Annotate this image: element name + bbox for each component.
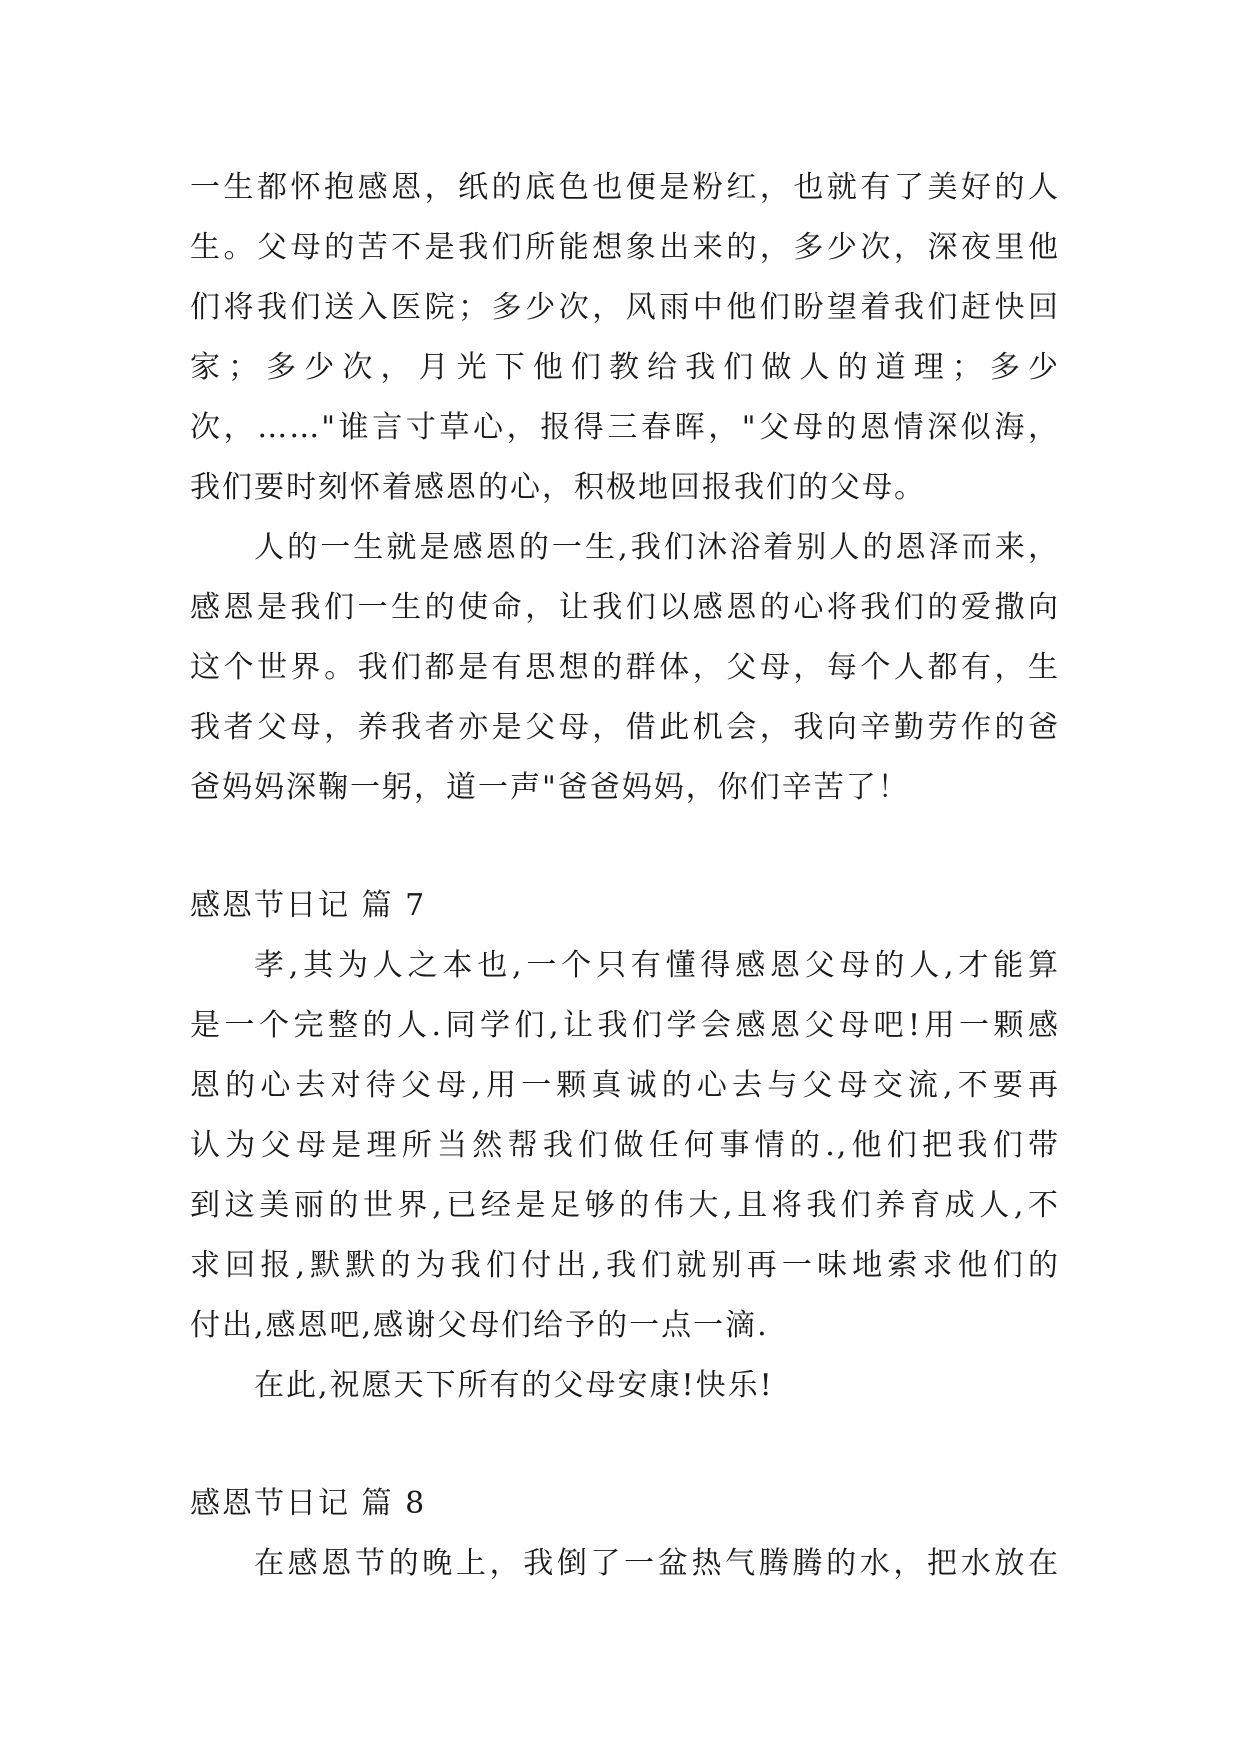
text-line: 们将我们送入医院；多少次，风雨中他们盼望着我们赶快回 [190, 290, 1060, 325]
text-line: 恩的心去对待父母,用一颗真诚的心去与父母交流,不要再 [190, 1068, 1060, 1103]
text-line: 我们要时刻怀着感恩的心，积极地回报我们的父母。 [190, 470, 926, 505]
text-line: 是一个完整的人.同学们,让我们学会感恩父母吧!用一颗感 [190, 1008, 1060, 1043]
text-line: 生。父母的苦不是我们所能想象出来的，多少次，深夜里他 [190, 230, 1060, 265]
section-title: 感恩节日记 篇 7 [190, 888, 427, 923]
section-8 [190, 1474, 1060, 1594]
text-line: 付出,感恩吧,感谢父母们给予的一点一滴. [190, 1308, 769, 1343]
text-line: 人的一生就是感恩的一生,我们沐浴着别人的恩泽而来， [254, 530, 1060, 565]
paragraph [190, 1356, 1060, 1416]
paragraph [190, 936, 1060, 1356]
text-line: 求回报,默默的为我们付出,我们就别再一味地索求他们的 [190, 1248, 1060, 1283]
text-line: 到这美丽的世界,已经是足够的伟大,且将我们养育成人,不 [190, 1188, 1060, 1223]
document-page [190, 158, 1060, 1594]
text-line: 爸妈妈深鞠一躬，道一声"爸爸妈妈，你们辛苦了！ [190, 770, 910, 805]
text-line: 感恩是我们一生的使命，让我们以感恩的心将我们的爱撒向 [190, 590, 1060, 625]
paragraph [190, 158, 1060, 518]
text-line: 家；多少次，月光下他们教给我们做人的道理；多少 [190, 350, 1060, 385]
text-line: 这个世界。我们都是有思想的群体，父母，每个人都有，生 [190, 650, 1060, 685]
paragraph [190, 518, 1060, 818]
section-title: 感恩节日记 篇 8 [190, 1486, 427, 1521]
section-7 [190, 876, 1060, 1416]
section-continued [190, 158, 1060, 818]
paragraph [190, 1534, 1060, 1594]
text-line: 认为父母是理所当然帮我们做任何事情的.,他们把我们带 [190, 1128, 1060, 1163]
text-line: 次，……"谁言寸草心，报得三春晖，"父母的恩情深似海， [190, 410, 1060, 445]
text-line: 我者父母，养我者亦是父母，借此机会，我向辛勤劳作的爸 [190, 710, 1060, 745]
text-line: 孝,其为人之本也,一个只有懂得感恩父母的人,才能算 [254, 948, 1060, 983]
text-line: 一生都怀抱感恩，纸的底色也便是粉红，也就有了美好的人 [190, 170, 1060, 205]
text-line: 在此,祝愿天下所有的父母安康!快乐! [254, 1368, 774, 1403]
text-line: 在感恩节的晚上，我倒了一盆热气腾腾的水，把水放在 [254, 1546, 1060, 1581]
